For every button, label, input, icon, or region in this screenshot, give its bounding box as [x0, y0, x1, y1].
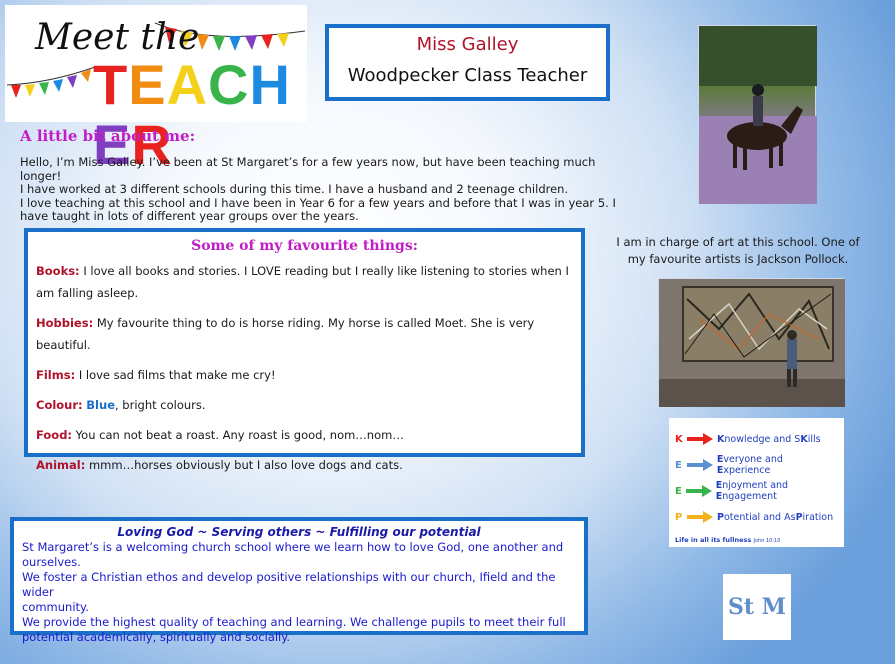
values-line: potential academically, spiritually and socially.	[22, 630, 291, 644]
fav-animal	[36, 454, 573, 476]
keep-letter: E	[675, 459, 682, 471]
keep-text: Enjoyment and Engagement	[715, 480, 789, 502]
crest-text: St M	[727, 594, 787, 620]
logo-letter: R	[131, 113, 173, 176]
keep-row	[675, 452, 838, 478]
fav-colour-label: Colour:	[36, 398, 83, 412]
school-crest-logo	[723, 574, 791, 640]
values-line: We foster a Christian ethos and develop positive relationships with our church, Ifield and the wider	[22, 570, 556, 599]
about-line: I love teaching at this school and I have been in Year 6 for a few years and before that I was in year 5. I	[20, 195, 616, 210]
fav-food-text: You can not beat a roast. Any roast is good, nom…nom…	[72, 428, 404, 442]
logo-letter: T	[93, 53, 129, 116]
fav-hobbies	[36, 312, 573, 356]
favourites-box	[24, 228, 585, 472]
art-text: I am in charge of art at this school. One of my favourite artists is Jackson Pollock.	[616, 235, 860, 266]
about-heading: A little bit about me:	[20, 127, 196, 145]
fav-books-text: I love all books and stories. I LOVE reading but I really like listening to stories when I am falling asleep.	[36, 264, 569, 300]
teacher-name-box	[325, 24, 610, 101]
fav-books-label: Books:	[36, 264, 80, 278]
horse-riding-photo	[698, 25, 816, 203]
keep-text: Knowledge and SKills	[717, 433, 821, 445]
jackson-pollock-painting-photo	[658, 278, 844, 406]
keep-text: Potential and AsPiration	[717, 511, 834, 523]
favourites-heading: Some of my favourite things:	[191, 238, 418, 254]
fav-colour	[36, 394, 573, 416]
fav-colour-text: , bright colours.	[115, 398, 206, 412]
values-line: St Margaret’s is a welcoming church school where we learn how to love God, one another and	[22, 540, 564, 554]
fav-hobbies-label: Hobbies:	[36, 316, 94, 330]
horse-rider-icon	[699, 26, 817, 204]
values-heading: Loving God ~ Serving others ~ Fulfilling our potential	[117, 525, 481, 539]
arrow-right-icon	[687, 511, 713, 523]
arrow-right-icon	[686, 485, 712, 497]
logo-letter: E	[93, 113, 132, 176]
keep-row	[675, 504, 838, 530]
school-values-box	[10, 517, 588, 644]
fav-animal-label: Animal:	[36, 458, 86, 472]
fav-films-label: Films:	[36, 368, 76, 382]
values-line: We provide the highest quality of teaching and learning. We challenge pupils to meet their full	[22, 615, 566, 629]
keep-text: Everyone and Experience	[716, 454, 783, 476]
logo-letter: A	[166, 53, 209, 116]
arrow-right-icon	[687, 433, 713, 445]
fav-food	[36, 424, 573, 446]
keep-row	[675, 426, 838, 452]
logo-line1: Meet the	[35, 17, 200, 58]
painting-icon	[659, 279, 845, 407]
fav-films-text: I love sad films that make me cry!	[75, 368, 276, 382]
values-line: ourselves.	[22, 555, 81, 569]
keep-letter: E	[675, 485, 682, 497]
keep-row	[675, 478, 838, 504]
arrow-right-icon	[687, 459, 713, 471]
values-line: community.	[22, 600, 89, 614]
about-text	[20, 156, 620, 224]
teacher-name: Miss Galley	[416, 34, 519, 55]
about-line: Hello, I’m Miss Galley. I’ve been at St Margaret’s for a few years now, but have been teaching much longer!	[20, 155, 596, 183]
fav-food-label: Food:	[36, 428, 73, 442]
keep-values-box	[669, 418, 844, 547]
keep-motto: Life in all its fullness John 10:10	[675, 536, 781, 544]
about-line: I have worked at 3 different schools during this time. I have a husband and 2 teenage children.	[20, 182, 569, 196]
about-line: have taught in lots of different year groups over the years.	[20, 209, 359, 223]
keep-letter: K	[675, 433, 683, 445]
keep-letter: P	[675, 511, 683, 523]
fav-hobbies-text: My favourite thing to do is horse riding. My horse is called Moet. She is very beautiful.	[36, 316, 535, 352]
fav-colour-value: Blue	[86, 398, 115, 412]
logo-letter: H	[249, 53, 291, 116]
logo-letter: C	[208, 53, 250, 116]
logo-letter: E	[128, 53, 167, 116]
fav-books	[36, 260, 573, 304]
fav-animal-text: mmm…horses obviously but I also love dogs and cats.	[85, 458, 403, 472]
fav-films	[36, 364, 573, 386]
teacher-role: Woodpecker Class Teacher	[347, 65, 588, 86]
